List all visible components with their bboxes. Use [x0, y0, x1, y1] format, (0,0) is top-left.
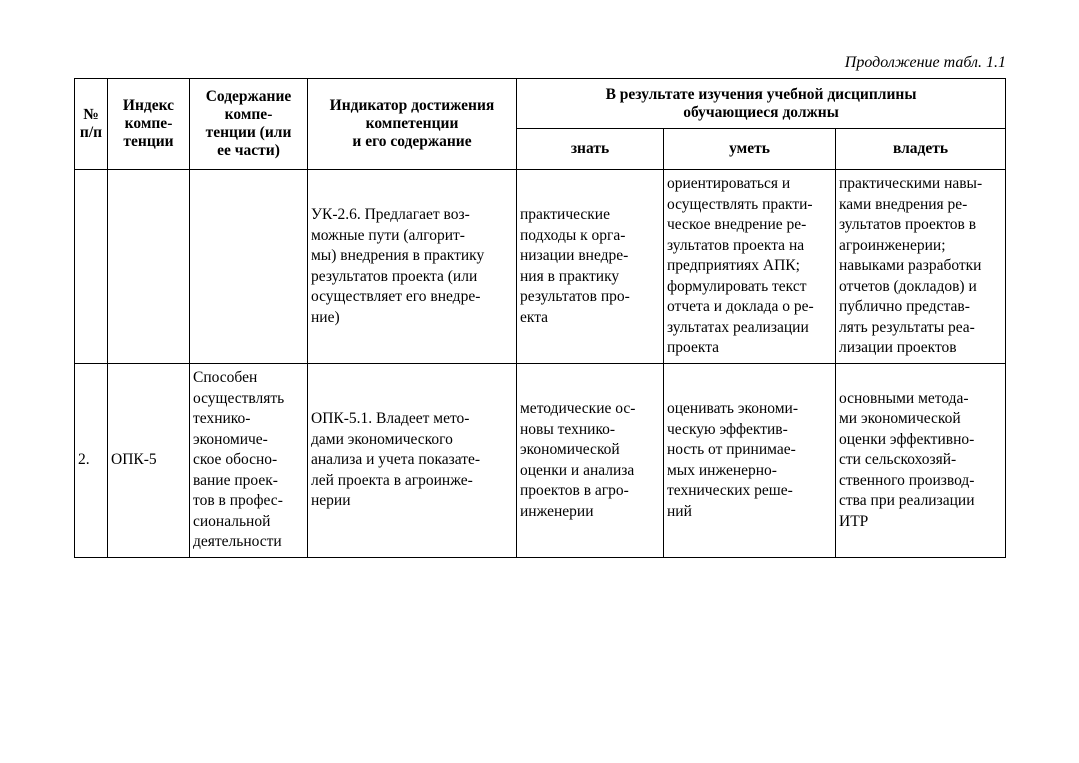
- row-can: ориентироваться и осуществлять практи- ческое внедрение ре- зультатов проекта на предприятиях АПК; формулировать текст отчета и доклада о ре- зультатах реализации проекта: [664, 170, 836, 364]
- row-num: 2.: [75, 364, 108, 558]
- row-own: основными метода- ми экономической оценки эффективно- сти сельскохозяй- ственного производ- ства при реализации ИТР: [836, 364, 1006, 558]
- header-own: владеть: [836, 129, 1006, 170]
- table-row: [75, 170, 1006, 364]
- row-content: Способен осуществлять технико- экономиче- ское обосно- вание проек- тов в профес- сиональной деятельности: [190, 364, 308, 558]
- row-indicator: ОПК-5.1. Владеет мето- дами экономического анализа и учета показате- лей проекта в агроинже- нерии: [308, 364, 517, 558]
- table-row: [75, 364, 1006, 558]
- header-content: Содержание компе- тенции (или ее части): [190, 79, 308, 170]
- header-row-1: [75, 79, 1006, 129]
- row-know: практические подходы к орга- низации внедре- ния в практику результатов про- екта: [517, 170, 664, 364]
- row-own: практическими навы- ками внедрения ре- зультатов проектов в агроинженерии; навыками разработки отчетов (докладов) и публично представ- лять результаты реа- лизации проектов: [836, 170, 1006, 364]
- header-indicator: Индикатор достижения компетенции и его содержание: [308, 79, 517, 170]
- header-know: знать: [517, 129, 664, 170]
- header-result: В результате изучения учебной дисциплины обучающиеся должны: [517, 79, 1006, 129]
- header-num: № п/п: [75, 79, 108, 170]
- row-know: методические ос- новы технико- экономической оценки и анализа проектов в агро- инженерии: [517, 364, 664, 558]
- header-index: Индекс компе- тенции: [108, 79, 190, 170]
- row-content: [190, 170, 308, 364]
- row-num: [75, 170, 108, 364]
- row-indicator: УК-2.6. Предлагает воз- можные пути (алгорит- мы) внедрения в практику результатов проекта (или осуществляет его внедре- ние): [308, 170, 517, 364]
- header-can: уметь: [664, 129, 836, 170]
- competence-table: [74, 78, 1006, 558]
- row-index: [108, 170, 190, 364]
- row-index: ОПК-5: [108, 364, 190, 558]
- table-caption: Продолжение табл. 1.1: [844, 54, 1006, 71]
- row-can: оценивать экономи- ческую эффектив- ность от принимае- мых инженерно- технических реше- ний: [664, 364, 836, 558]
